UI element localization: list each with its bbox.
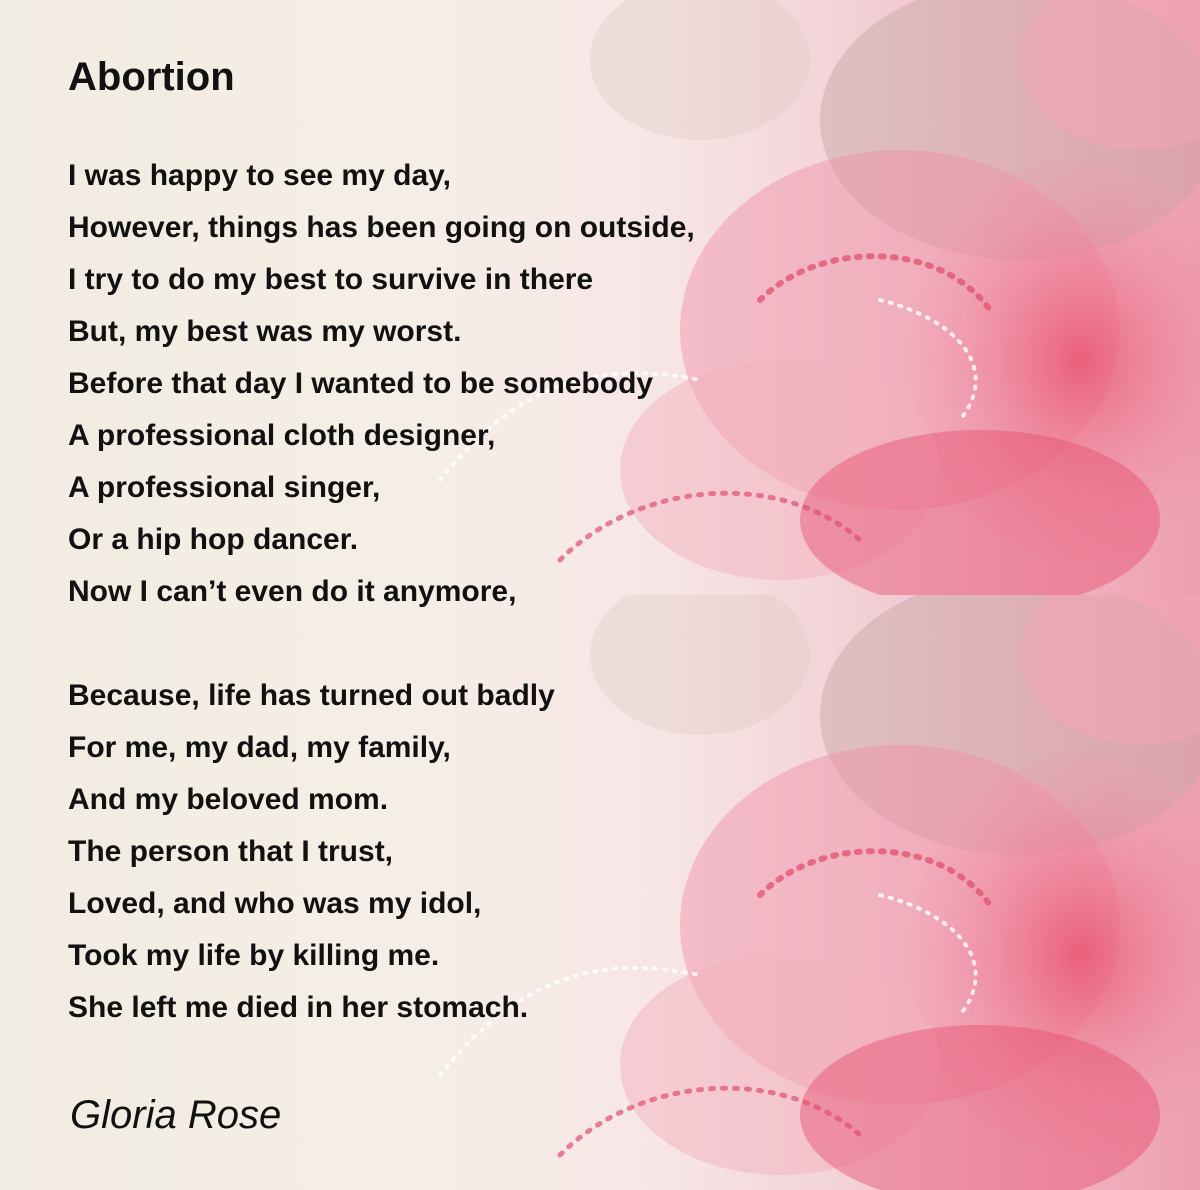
- poem-line: Loved, and who was my idol,: [68, 887, 482, 920]
- poem-line: Took my life by killing me.: [68, 939, 440, 972]
- poem-line: Because, life has turned out badly: [68, 679, 555, 712]
- poem-line: Before that day I wanted to be somebody: [68, 367, 654, 400]
- poem-line: A professional singer,: [68, 471, 381, 504]
- poem-author: Gloria Rose: [70, 1093, 282, 1137]
- poem-title: Abortion: [68, 55, 235, 99]
- poem-line: I try to do my best to survive in there: [68, 263, 594, 296]
- poem-line: For me, my dad, my family,: [68, 731, 451, 764]
- poem-line: A professional cloth designer,: [68, 419, 496, 452]
- poem-line: But, my best was my worst.: [68, 315, 462, 348]
- poem-line: She left me died in her stomach.: [68, 991, 529, 1024]
- poem-stanza-1: [68, 150, 695, 618]
- poem-line: And my beloved mom.: [68, 783, 389, 816]
- poem-line: Now I can’t even do it anymore,: [68, 575, 517, 608]
- poem-line: The person that I trust,: [68, 835, 394, 868]
- poem-stanza-2: [68, 670, 555, 1034]
- poem-line: I was happy to see my day,: [68, 159, 451, 192]
- poem-line: However, things has been going on outside,: [68, 211, 695, 244]
- poem-line: Or a hip hop dancer.: [68, 523, 359, 556]
